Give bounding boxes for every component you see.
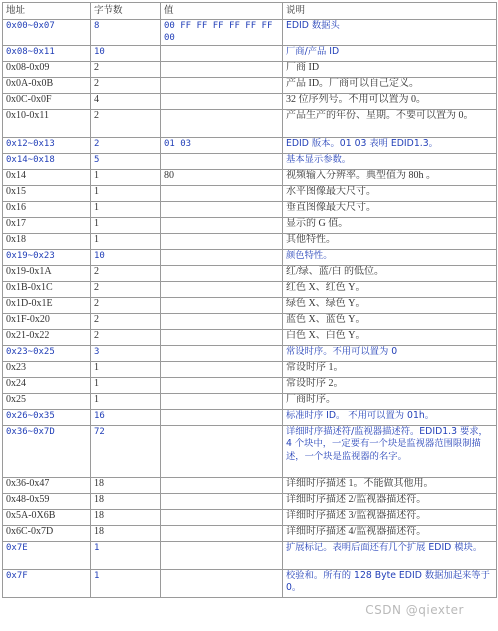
table-row [3, 201, 497, 217]
cell-value [161, 425, 283, 477]
cell-value [161, 77, 283, 93]
cell-bytes: 1 [91, 217, 161, 233]
cell-description: 标准时序 ID。 不用可以置为 01h。 [283, 409, 497, 425]
cell-value [161, 109, 283, 137]
cell-bytes: 1 [91, 377, 161, 393]
cell-description: 视频输入分辨率。典型值为 80h 。 [283, 169, 497, 185]
table-row [3, 509, 497, 525]
table-row [3, 185, 497, 201]
cell-value [161, 201, 283, 217]
cell-address: 0x23 [3, 361, 91, 377]
cell-address: 0x0A-0x0B [3, 77, 91, 93]
table-row [3, 393, 497, 409]
cell-address: 0x6C-0x7D [3, 525, 91, 541]
cell-description: 详细时序描述 4/监视器描述符。 [283, 525, 497, 541]
cell-address: 0x36~0x7D [3, 425, 91, 477]
cell-value [161, 345, 283, 361]
cell-address: 0x10-0x11 [3, 109, 91, 137]
cell-address: 0x00~0x07 [3, 20, 91, 46]
cell-address: 0x16 [3, 201, 91, 217]
cell-value [161, 265, 283, 281]
cell-value [161, 493, 283, 509]
cell-value [161, 393, 283, 409]
cell-address: 0x19-0x1A [3, 265, 91, 281]
table-row [3, 217, 497, 233]
table-row [3, 361, 497, 377]
table-row [3, 525, 497, 541]
cell-bytes: 2 [91, 77, 161, 93]
cell-description: 常设时序 2。 [283, 377, 497, 393]
cell-value [161, 541, 283, 569]
cell-description: 详细时序描述 1。不能做其他用。 [283, 477, 497, 493]
table-body [3, 20, 497, 598]
cell-value [161, 313, 283, 329]
table-row [3, 345, 497, 361]
cell-description: 红/绿、蓝/白 的低位。 [283, 265, 497, 281]
cell-bytes: 2 [91, 265, 161, 281]
cell-address: 0x0C-0x0F [3, 93, 91, 109]
table-row [3, 153, 497, 169]
cell-bytes: 1 [91, 185, 161, 201]
table-row [3, 569, 497, 597]
cell-bytes: 2 [91, 329, 161, 345]
cell-value: 01 03 [161, 137, 283, 153]
cell-value [161, 361, 283, 377]
table-row [3, 313, 497, 329]
cell-address: 0x14~0x18 [3, 153, 91, 169]
cell-address: 0x24 [3, 377, 91, 393]
cell-bytes: 8 [91, 20, 161, 46]
table-row [3, 409, 497, 425]
header-description: 说明 [283, 3, 497, 20]
table-row [3, 281, 497, 297]
cell-value [161, 45, 283, 61]
cell-bytes: 18 [91, 493, 161, 509]
table-row [3, 77, 497, 93]
cell-bytes: 1 [91, 569, 161, 597]
cell-address: 0x7F [3, 569, 91, 597]
cell-address: 0x23~0x25 [3, 345, 91, 361]
cell-description: 产品生产的年份、星期。不要可以置为 0。 [283, 109, 497, 137]
cell-bytes: 1 [91, 233, 161, 249]
cell-bytes: 2 [91, 137, 161, 153]
cell-value [161, 477, 283, 493]
cell-bytes: 16 [91, 409, 161, 425]
cell-address: 0x7E [3, 541, 91, 569]
cell-description: 32 位序列号。不用可以置为 0。 [283, 93, 497, 109]
cell-description: 详细时序描述 3/监视器描述符。 [283, 509, 497, 525]
table-row [3, 61, 497, 77]
cell-address: 0x12~0x13 [3, 137, 91, 153]
cell-value [161, 153, 283, 169]
cell-value [161, 329, 283, 345]
cell-bytes: 18 [91, 477, 161, 493]
cell-address: 0x26~0x35 [3, 409, 91, 425]
cell-description: 详细时序描述符/监视器描述符。EDID1.3 要求，4 个块中，一定要有一个块是监视器范围限制描述，一个块是监视器的名字。 [283, 425, 497, 477]
cell-address: 0x15 [3, 185, 91, 201]
cell-value [161, 409, 283, 425]
cell-bytes: 1 [91, 169, 161, 185]
cell-bytes: 2 [91, 313, 161, 329]
table-row [3, 297, 497, 313]
cell-bytes: 2 [91, 61, 161, 77]
table-row [3, 169, 497, 185]
table-row [3, 233, 497, 249]
cell-address: 0x1B-0x1C [3, 281, 91, 297]
cell-address: 0x5A-0X6B [3, 509, 91, 525]
cell-address: 0x14 [3, 169, 91, 185]
cell-description: 蓝色 X、蓝色 Y。 [283, 313, 497, 329]
cell-description: 颜色特性。 [283, 249, 497, 265]
cell-bytes: 18 [91, 509, 161, 525]
cell-description: 垂直图像最大尺寸。 [283, 201, 497, 217]
cell-description: 常设时序。不用可以置为 0 [283, 345, 497, 361]
cell-value [161, 249, 283, 265]
cell-address: 0x17 [3, 217, 91, 233]
edid-table [2, 2, 497, 598]
cell-description: EDID 数据头 [283, 20, 497, 46]
cell-value [161, 377, 283, 393]
cell-address: 0x08~0x11 [3, 45, 91, 61]
cell-bytes: 10 [91, 249, 161, 265]
cell-address: 0x21-0x22 [3, 329, 91, 345]
watermark: CSDN @qiexter [365, 603, 464, 617]
table-row [3, 137, 497, 153]
cell-address: 0x1F-0x20 [3, 313, 91, 329]
table-row [3, 493, 497, 509]
cell-bytes: 18 [91, 525, 161, 541]
cell-value [161, 525, 283, 541]
cell-value [161, 509, 283, 525]
cell-value [161, 281, 283, 297]
cell-description: 详细时序描述 2/监视器描述符。 [283, 493, 497, 509]
cell-value [161, 569, 283, 597]
cell-description: 产品 ID。厂商可以自己定义。 [283, 77, 497, 93]
cell-value [161, 217, 283, 233]
table-row [3, 249, 497, 265]
cell-value [161, 93, 283, 109]
cell-address: 0x25 [3, 393, 91, 409]
cell-bytes: 2 [91, 281, 161, 297]
cell-bytes: 1 [91, 361, 161, 377]
table-row [3, 477, 497, 493]
cell-bytes: 1 [91, 201, 161, 217]
cell-bytes: 10 [91, 45, 161, 61]
table-row [3, 109, 497, 137]
cell-bytes: 2 [91, 109, 161, 137]
table-row [3, 377, 497, 393]
cell-description: 厂商/产品 ID [283, 45, 497, 61]
cell-description: 基本显示参数。 [283, 153, 497, 169]
cell-address: 0x48-0x59 [3, 493, 91, 509]
cell-description: 白色 X、白色 Y。 [283, 329, 497, 345]
table-row [3, 541, 497, 569]
cell-bytes: 1 [91, 393, 161, 409]
cell-bytes: 1 [91, 541, 161, 569]
cell-address: 0x36-0x47 [3, 477, 91, 493]
cell-description: 扩展标记。表明后面还有几个扩展 EDID 模块。 [283, 541, 497, 569]
table-row [3, 425, 497, 477]
table-row [3, 265, 497, 281]
header-value: 值 [161, 3, 283, 20]
table-row [3, 20, 497, 46]
cell-description: 其他特性。 [283, 233, 497, 249]
cell-address: 0x1D-0x1E [3, 297, 91, 313]
cell-address: 0x08-0x09 [3, 61, 91, 77]
table-row [3, 93, 497, 109]
cell-address: 0x18 [3, 233, 91, 249]
cell-bytes: 5 [91, 153, 161, 169]
table-row [3, 329, 497, 345]
cell-address: 0x19~0x23 [3, 249, 91, 265]
table-header-row [3, 3, 497, 20]
cell-value [161, 185, 283, 201]
cell-value [161, 233, 283, 249]
cell-value [161, 61, 283, 77]
cell-description: 校验和。所有的 128 Byte EDID 数据加起来等于 0。 [283, 569, 497, 597]
header-bytes: 字节数 [91, 3, 161, 20]
cell-description: 红色 X、红色 Y。 [283, 281, 497, 297]
cell-bytes: 2 [91, 297, 161, 313]
cell-description: 厂商时序。 [283, 393, 497, 409]
cell-bytes: 4 [91, 93, 161, 109]
table-row [3, 45, 497, 61]
cell-value: 00 FF FF FF FF FF FF 00 [161, 20, 283, 46]
header-address: 地址 [3, 3, 91, 20]
cell-value: 80 [161, 169, 283, 185]
cell-description: 常设时序 1。 [283, 361, 497, 377]
cell-description: 水平图像最大尺寸。 [283, 185, 497, 201]
cell-value [161, 297, 283, 313]
cell-bytes: 3 [91, 345, 161, 361]
cell-description: 绿色 X、绿色 Y。 [283, 297, 497, 313]
cell-description: EDID 版本。01 03 表明 EDID1.3。 [283, 137, 497, 153]
cell-description: 厂商 ID [283, 61, 497, 77]
cell-description: 显示的 G 值。 [283, 217, 497, 233]
cell-bytes: 72 [91, 425, 161, 477]
